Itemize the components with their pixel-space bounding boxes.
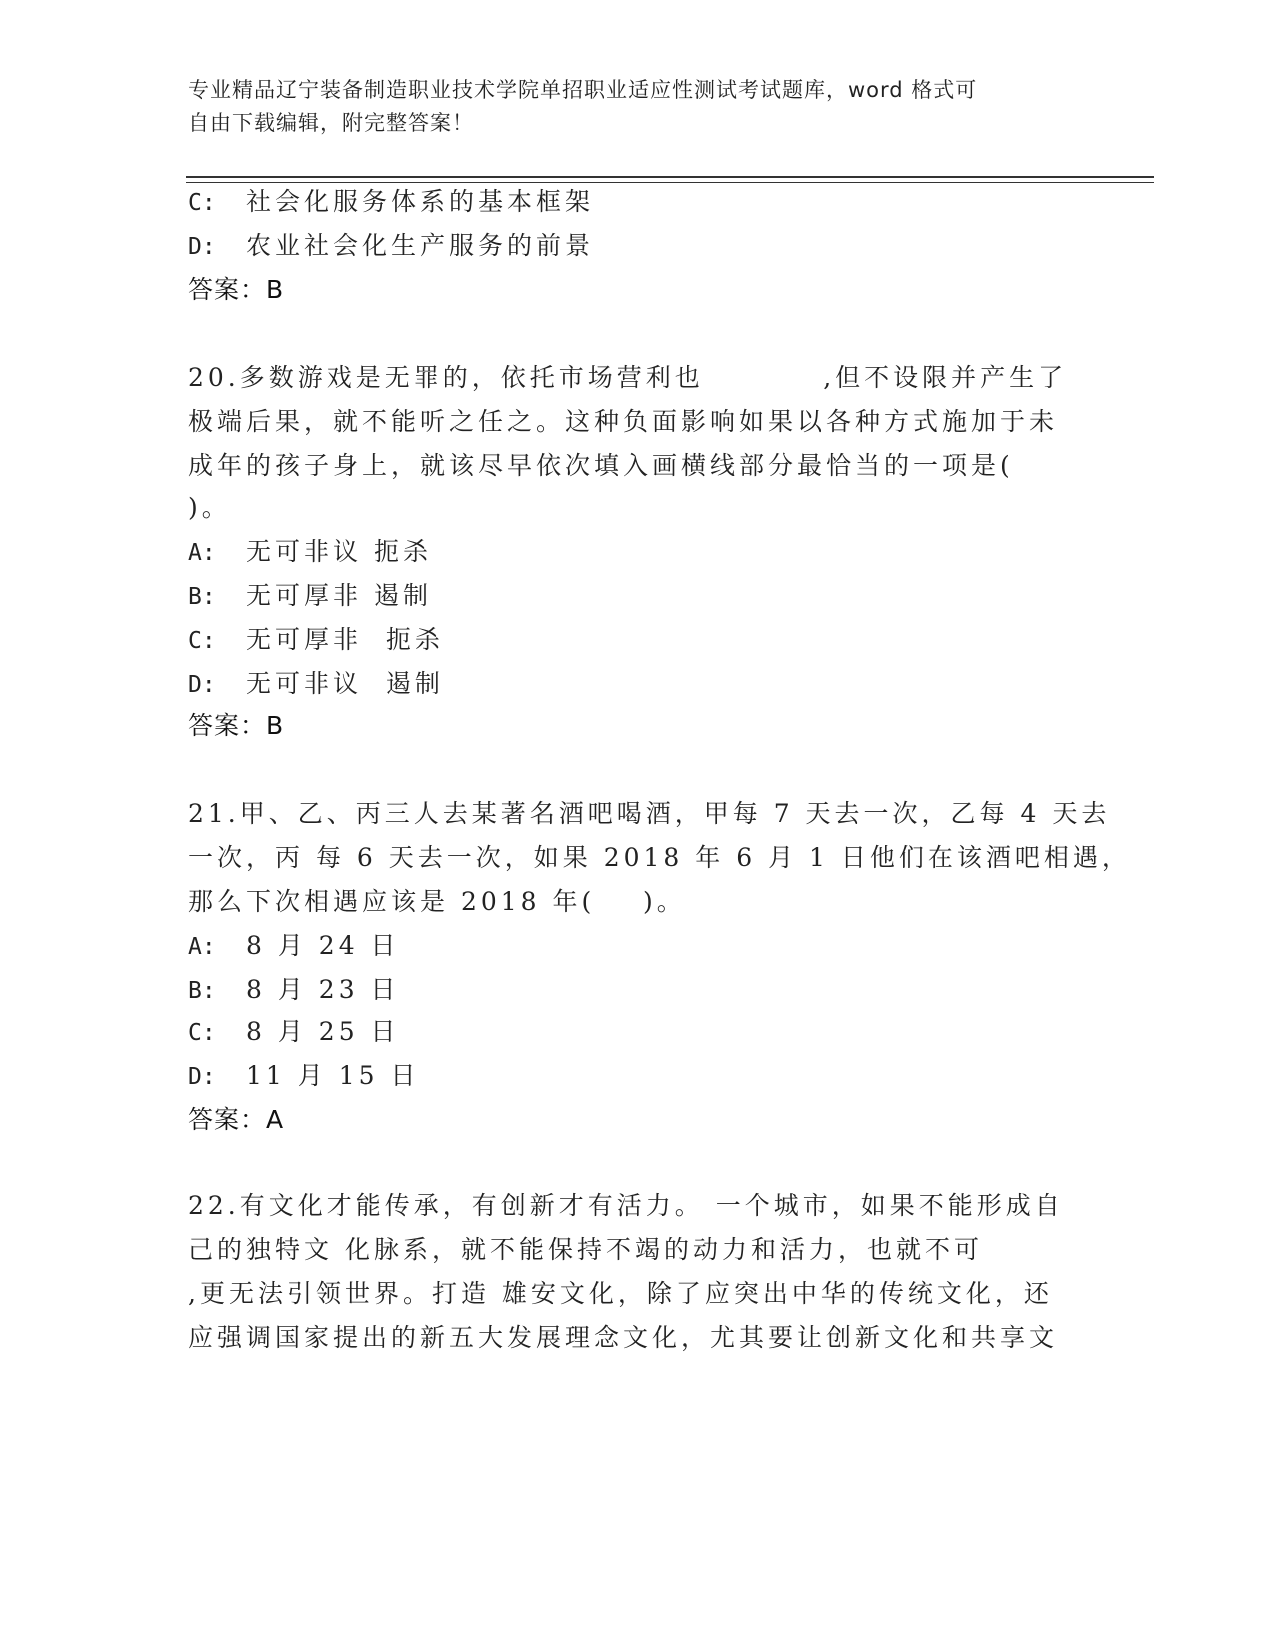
q20-answer: 答案：B <box>188 711 285 740</box>
q19-answer: 答案：B <box>188 275 285 304</box>
q20-stem-line-4: )。 <box>188 493 231 522</box>
q21-stem-line-3: 那么下次相遇应该是 2018 年( )。 <box>188 887 686 916</box>
q21-option-b <box>188 974 400 1007</box>
option-text: 8 月 23 日 <box>246 975 400 1004</box>
q19-option-d <box>188 230 594 263</box>
option-letter: A: <box>188 540 216 566</box>
q21-stem-line-2: 一次，丙 每 6 天去一次，如果 2018 年 6 月 1 日他们在该酒吧相遇， <box>188 843 1131 872</box>
option-text: 无可非议 遏制 <box>246 669 444 698</box>
option-letter: D: <box>188 234 216 260</box>
header-line-2: 自由下载编辑，附完整答案！ <box>188 111 474 135</box>
q22-stem-line-2: 己的独特文 化脉系，就不能保持不竭的动力和活力，也就不可 <box>188 1235 983 1264</box>
option-letter: C: <box>188 628 216 654</box>
q20-option-a <box>188 536 432 569</box>
q20-stem-line-2: 极端后果，就不能听之任之。这种负面影响如果以各种方式施加于未 <box>188 407 1059 436</box>
q21-option-a <box>188 930 400 963</box>
q20-option-b <box>188 580 432 613</box>
option-text: 农业社会化生产服务的前景 <box>246 231 595 260</box>
q22-stem-line-1: 22.有文化才能传承，有创新才有活力。 一个城市，如果不能形成自 <box>188 1191 1064 1220</box>
q20-stem-line-3: 成年的孩子身上，就该尽早依次填入画横线部分最恰当的一项是( <box>188 451 1014 480</box>
option-letter: D: <box>188 1064 216 1090</box>
option-text: 无可非议 扼杀 <box>246 537 432 566</box>
option-letter: B: <box>188 978 216 1004</box>
q22-stem-line-4: 应强调国家提出的新五大发展理念文化，尤其要让创新文化和共享文 <box>188 1323 1059 1352</box>
header-rule-thick <box>186 176 1154 178</box>
option-letter: D: <box>188 672 216 698</box>
q21-stem-line-1: 21.甲、乙、丙三人去某著名酒吧喝酒，甲每 7 天去一次，乙每 4 天去 <box>188 799 1111 828</box>
option-text: 社会化服务体系的基本框架 <box>246 187 595 216</box>
q20-option-d <box>188 668 444 701</box>
option-text: 无可厚非 遏制 <box>246 581 432 610</box>
option-letter: C: <box>188 1020 216 1046</box>
q21-option-c <box>188 1016 400 1049</box>
q20-stem-line-1: 20.多数游戏是无罪的，依托市场营利也 ,但不设限并产生了 <box>188 363 1068 392</box>
option-letter: C: <box>188 190 216 216</box>
q21-answer: 答案：A <box>188 1105 285 1134</box>
option-text: 8 月 25 日 <box>246 1017 400 1046</box>
option-text: 无可厚非 扼杀 <box>246 625 444 654</box>
option-letter: A: <box>188 934 216 960</box>
option-letter: B: <box>188 584 216 610</box>
q22-stem-line-3: ,更无法引领世界。打造 雄安文化，除了应突出中华的传统文化，还 <box>188 1279 1053 1308</box>
q20-option-c <box>188 624 444 657</box>
option-text: 8 月 24 日 <box>246 931 400 960</box>
q21-option-d <box>188 1060 419 1093</box>
header-rule-thin <box>186 182 1154 183</box>
option-text: 11 月 15 日 <box>246 1061 420 1090</box>
header-line-1: 专业精品辽宁装备制造职业技术学院单招职业适应性测试考试题库，word 格式可 <box>188 78 978 102</box>
page-header <box>188 74 1068 140</box>
q19-option-c <box>188 186 594 219</box>
